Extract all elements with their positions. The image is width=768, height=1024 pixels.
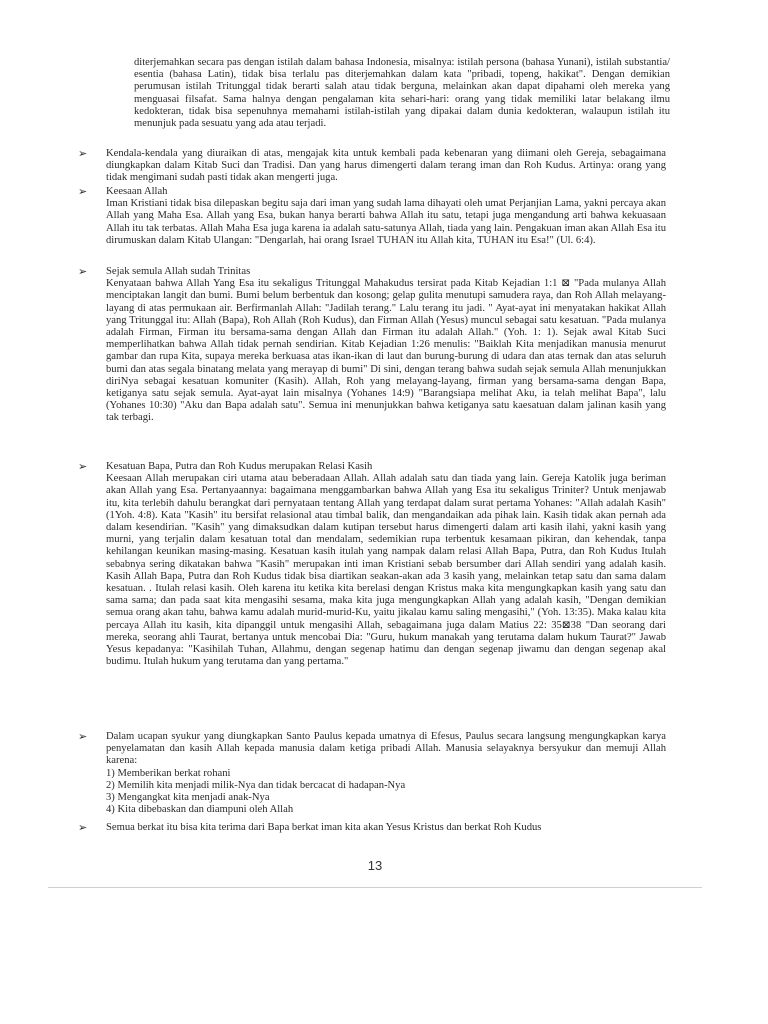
list-item: 2) Memilih kita menjadi milik-Nya dan tidak bercacat di hadapan-Nya [106,779,406,791]
bullet-arrow-icon: ➢ [78,265,88,278]
section-body: Dalam ucapan syukur yang diungkapkan Santo Paulus kepada umatnya di Efesus, Paulus secara langsung mengungkapkan karya penyelamatan dan kasih Allah kepada manusia dalam ketiga pribadi Allah. Manusia selayaknya bersyukur dan memuji Allah karena: [106,731,666,767]
bullet-arrow-icon: ➢ [78,147,88,160]
list-item: 4) Kita dibebaskan dan diampuni oleh Allah [106,804,294,816]
footer-divider [48,887,702,888]
list-item: 1) Memberikan berkat rohani [106,767,231,779]
bullet-arrow-icon: ➢ [78,821,88,834]
bullet-arrow-icon: ➢ [78,185,88,198]
section-heading: Sejak semula Allah sudah Trinitas [106,266,251,277]
paragraph-continuation: diterjemahkan secara pas dengan istilah dalam bahasa Indonesia, misalnya: istilah persona (bahasa Yunani), istilah substantia/ esentia (bahasa Latin), tidak bisa terlalu pas diterjemahkan dalam kata "pribadi, topeng, hakikat". Dengan demikian perumusan istilah Tritunggal tidak berarti salah atau tidak berguna, melainkan akan dapat dipahami oleh mereka yang menguasai filsafat. Sama halnya dengan pengalaman kita sehari-hari: orang yang tidak memiliki latar belakang ilmu kedokteran, tidak bisa sepenuhnya memahami istilah-istilah yang dipakai dalam dunia kedokteran, walaupun istilah itu menunjuk pada sesuatu yang ada atau terjadi. [134,57,670,130]
bullet-text: Semua berkat itu bisa kita terima dari Bapa berkat iman kita akan Yesus Kristus dan berkat Roh Kudus [106,822,542,833]
section-body: Iman Kristiani tidak bisa dilepaskan begitu saja dari iman yang sudah lama dihayati oleh umat Perjanjian Lama, yakni percaya akan Allah yang Maha Esa. Allah yang Esa, bukan hanya berarti bahwa Allah itu satu, tetapi juga mengandung arti bahwa kekuasaan Allah itu tak terbatas. Allah Maha Esa juga karena ia adalah satu-satunya Allah, tiada yang lain. Pengakuan iman akan Allah Esa itu dirumuskan dalam Kitab Ulangan: "Dengarlah, hai orang Israel TUHAN itu Allah kita, TUHAN itu Esa!" (Ul. 6:4). [106,198,666,246]
section-body: Kenyataan bahwa Allah Yang Esa itu sekaligus Tritunggal Mahakudus tersirat pada Kitab Kejadian 1:1 ⊠ "Pada mulanya Allah menciptakan langit dan bumi. Bumi belum berbentuk dan kosong; gelap gulita menutupi samudera raya, dan Roh Allah melayang-layang di atas permukaan air. Berfirmanlah Allah: "Jadilah terang." Lalu terang itu jadi. " Ayat-ayat ini menyatakan hakikat Allah yang Tritunggal itu: Allah (Bapa), Roh Allah (Roh Kudus), dan Firman Allah (Yesus) muncul sebagai satu kesatuan. "Pada mulanya adalah Firman, Firman itu bersama-sama dengan Allah dan Firman itu adalah Allah." (Yoh. 1: 1). Sejak awal Kitab Suci memperlihatkan bahwa Allah tidak pernah sendirian. Kitab Kejadian 1:26 menulis: "Baiklah Kita menjadikan manusia menurut gambar dan rupa Kita, supaya mereka berkuasa atas ikan-ikan di laut dan burung-burung di udara dan atas ternak dan atas seluruh bumi dan atas segala binatang melata yang merayap di bumi" Di sini, dengan terang bahwa sudah sejak semula Allah menunjukkan diriNya sebagai kesatuan komuniter (Kasih). Allah, Roh yang melayang-layang, firman yang bersama-sama dengan Bapa, ketiganya satu sejak semula. Ayat-ayat lain misalnya (Yohanes 14:9) "Barangsiapa melihat Aku, ia telah melihat Bapa", lalu (Yohanes 10:30) "Aku dan Bapa adalah satu". Semua ini menunjukkan bahwa ketiganya satu kaesatuan dalam jalinan kasih yang tak terbagi. [106,278,666,424]
bullet-text: Kendala-kendala yang diuraikan di atas, mengajak kita untuk kembali pada kebenaran yang diimani oleh Gereja, sebagaimana diungkapkan dalam Kitab Suci dan Tradisi. Dan yang harus dimengerti dalam terang iman dan Roh Kudus. Artinya: orang yang tidak mengimani sudah pasti tidak akan mengerti juga. [106,148,666,184]
bullet-arrow-icon: ➢ [78,460,88,473]
section-heading: Keesaan Allah [106,186,168,197]
list-item: 3) Mengangkat kita menjadi anak-Nya [106,792,270,804]
section-heading: Kesatuan Bapa, Putra dan Roh Kudus merupakan Relasi Kasih [106,461,373,472]
bullet-arrow-icon: ➢ [78,730,88,743]
section-body: Keesaan Allah merupakan ciri utama atau beberadaan Allah. Allah adalah satu dan tiada yang lain. Gereja Katolik juga beriman akan Allah yang Esa. Pertanyaannya: bagaimana menggambarkan bahwa Allah yang Esa itu sekaligus Triniter? Untuk menjawab itu, kita terlebih dahulu berangkat dari pernyataan tentang Allah yang terdapat dalam surat pertama Yohanes: "Allah adalah Kasih" (1Yoh. 4:8). Kata "Kasih" itu bersifat relasional atau timbal balik, dan mengandaikan ada pihak lain. Kasih tidak akan pernah ada dalam kesendirian. "Kasih" yang dimaksudkan dalam kutipan tersebut harus dimengerti dalam arti kasih ilahi, yakni kasih yang murni, yang terjalin dalam kesatuan total dan mendalam, sedemikian rupa terbentuk kesamaan pikiran, dan kehendak, tanpa kehilangan keunikan masing-masing. Kesatuan kasih itulah yang nampak dalam relasi Allah Bapa, Putra, dan Roh Kudus Itulah sebabnya sering dikatakan bahwa "Kasih" merupakan inti iman Kristiani sebab bersumber dari Allah sendiri yang adalah kasih. Kasih Allah Bapa, Putra dan Roh Kudus tidak bisa diartikan seakan-akan ada 3 kasih yang, melainkan tetap satu dan sama dalam kesatuan. . Itulah relasi kasih. Oleh karena itu ketika kita berelasi dengan Kristus maka kita mengungkapkan kasih yang satu dan sama sama; dan pada saat kita mengasihi sesama, maka kita juga mengungkapkan Allah yang adalah kasih, "Dengan demikian semua orang akan tahu, bahwa kamu adalah murid-murid-Ku, yaitu jikalau kamu saling mengasihi," (Yoh. 13:35). Maka kalau kita percaya Allah itu kasih, kita dipanggil untuk mengasihi Allah, sebagaimana juga dalam Matius 22: 35⊠38 "Dan seorang dari mereka, seorang ahli Taurat, bertanya untuk mencobai Dia: "Guru, hukum manakah yang terutama dalam hukum Taurat?" Jawab Yesus kepadanya: "Kasihilah Tuhan, Allahmu, dengan segenap hatimu dan dengan segenap jiwamu dan dengan segenap akal budimu. Itulah hukum yang terutama dan yang pertama." [106,473,666,668]
page-number: 13 [367,858,383,873]
